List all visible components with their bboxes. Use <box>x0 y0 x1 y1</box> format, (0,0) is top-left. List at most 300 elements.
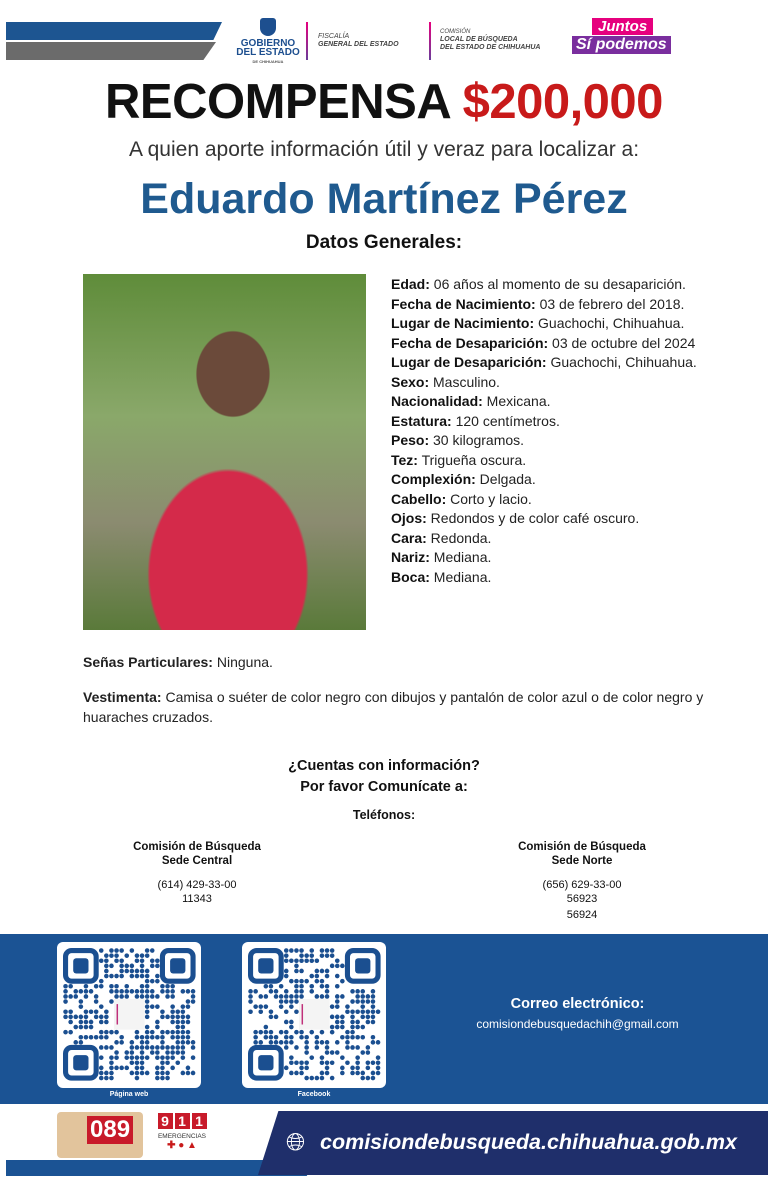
qr-module <box>289 979 294 984</box>
qr-module <box>170 1015 175 1020</box>
qr-module <box>145 989 150 994</box>
qr-module <box>109 1066 114 1071</box>
qr-module <box>325 984 330 989</box>
qr-module <box>181 1015 186 1020</box>
qr-module <box>191 994 196 999</box>
qr-module <box>340 1071 345 1076</box>
qr-module <box>335 1004 340 1009</box>
website-url[interactable]: comisiondebusqueda.chihuahua.gob.mx <box>320 1130 737 1154</box>
qr-logo-line <box>117 1004 119 1024</box>
qr-module <box>360 989 365 994</box>
qr-module <box>150 989 155 994</box>
qr-module <box>150 958 155 963</box>
senas-particulares <box>83 653 753 673</box>
qr-module <box>124 1066 129 1071</box>
qr-module <box>366 1009 371 1014</box>
qr-module <box>186 1071 191 1076</box>
qr-module <box>289 948 294 953</box>
qr-module <box>340 1035 345 1040</box>
qr-module <box>335 994 340 999</box>
qr-module <box>340 964 345 969</box>
qr-module <box>94 1009 99 1014</box>
qr-module <box>119 969 124 974</box>
qr-module <box>264 1035 269 1040</box>
qr-module <box>119 1035 124 1040</box>
qr-module <box>119 994 124 999</box>
field-label: Estatura: <box>391 412 452 429</box>
qr-module <box>320 1071 325 1076</box>
qr-module <box>145 1004 150 1009</box>
qr-module <box>304 1060 309 1065</box>
qr-module <box>264 984 269 989</box>
qr-module <box>350 1066 355 1071</box>
qr-module <box>294 994 299 999</box>
qr-module <box>68 994 73 999</box>
qr-code-web[interactable] <box>57 942 201 1088</box>
qr-module <box>99 1071 104 1076</box>
qr-module <box>289 1040 294 1045</box>
qr-module <box>294 948 299 953</box>
qr-module <box>155 1004 160 1009</box>
qr-module <box>371 1076 376 1081</box>
qr-module <box>315 979 320 984</box>
qr-module <box>320 969 325 974</box>
qr-module <box>279 984 284 989</box>
reward-amount: $200,000 <box>462 75 663 129</box>
qr-module <box>371 1071 376 1076</box>
qr-module <box>345 1035 350 1040</box>
qr-module <box>145 1055 150 1060</box>
qr-module <box>63 989 68 994</box>
qr-module <box>79 989 84 994</box>
qr-module <box>284 953 289 958</box>
qr-module <box>155 1066 160 1071</box>
qr-module <box>175 1050 180 1055</box>
qr-module <box>175 1060 180 1065</box>
qr-module <box>294 999 299 1004</box>
detail-row <box>391 373 731 393</box>
qr-module <box>289 994 294 999</box>
detail-row <box>391 509 731 529</box>
qr-module <box>109 1060 114 1065</box>
qr-module <box>104 1076 109 1081</box>
qr-module <box>104 953 109 958</box>
qr-module <box>289 958 294 963</box>
header-blue-bar <box>6 22 222 40</box>
qr-module <box>294 1009 299 1014</box>
qr-module <box>355 1060 360 1065</box>
qr-module <box>191 1055 196 1060</box>
field-value: Mediana. <box>429 568 492 585</box>
qr-module <box>165 1045 170 1050</box>
qr-module <box>119 1066 124 1071</box>
qr-module <box>124 1055 129 1060</box>
phone-number[interactable]: (614) 429-33-00 <box>157 879 237 891</box>
qr-module <box>99 1035 104 1040</box>
qr-module <box>309 984 314 989</box>
qr-module <box>170 1050 175 1055</box>
qr-module <box>114 958 119 963</box>
qr-module <box>84 1035 89 1040</box>
qr-module <box>150 964 155 969</box>
detail-row <box>391 529 731 549</box>
qr-module <box>330 1004 335 1009</box>
office-name: Comisión de Búsqueda <box>518 841 646 853</box>
qr-module <box>376 1055 381 1060</box>
qr-module <box>160 1071 165 1076</box>
qr-module <box>320 994 325 999</box>
qr-module <box>145 1025 150 1030</box>
qr-module <box>309 948 314 953</box>
qr-module <box>258 1030 263 1035</box>
qr-finder-center <box>73 1055 88 1070</box>
qr-module <box>119 1040 124 1045</box>
qr-module <box>309 1055 314 1060</box>
qr-module <box>274 989 279 994</box>
qr-module <box>99 984 104 989</box>
qr-module <box>145 1071 150 1076</box>
qr-module <box>175 1025 180 1030</box>
qr-module <box>269 989 274 994</box>
qr-module <box>109 1045 114 1050</box>
qr-module <box>340 1066 345 1071</box>
qr-module <box>124 964 129 969</box>
qr-module <box>181 1030 186 1035</box>
detail-row <box>391 451 731 471</box>
detail-row <box>391 334 731 354</box>
qr-module <box>99 1066 104 1071</box>
qr-module <box>320 948 325 953</box>
qr-module <box>309 953 314 958</box>
emergency-089-logo <box>57 1112 143 1158</box>
gobierno-logo <box>236 18 300 66</box>
qr-module <box>284 1020 289 1025</box>
qr-module <box>130 989 135 994</box>
logo-text: Sí podemos <box>572 36 671 54</box>
qr-module <box>155 1025 160 1030</box>
qr-module <box>135 953 140 958</box>
detail-row <box>391 295 731 315</box>
qr-module <box>366 1015 371 1020</box>
qr-module <box>109 1076 114 1081</box>
qr-module <box>181 1004 186 1009</box>
qr-module <box>345 1060 350 1065</box>
qr-module <box>376 1040 381 1045</box>
qr-module <box>140 964 145 969</box>
qr-module <box>345 1009 350 1014</box>
qr-module <box>135 1076 140 1081</box>
qr-module <box>366 1045 371 1050</box>
qr-module <box>360 1071 365 1076</box>
qr-module <box>145 1035 150 1040</box>
qr-module <box>371 1035 376 1040</box>
qr-module <box>304 1076 309 1081</box>
qr-module <box>350 1015 355 1020</box>
email-block <box>420 996 735 1031</box>
qr-module <box>325 1045 330 1050</box>
qr-module <box>104 1015 109 1020</box>
qr-module <box>104 964 109 969</box>
qr-module <box>145 984 150 989</box>
qr-module <box>79 1040 84 1045</box>
qr-module <box>325 1050 330 1055</box>
qr-module <box>170 984 175 989</box>
qr-module <box>335 999 340 1004</box>
qr-module <box>181 1020 186 1025</box>
field-value: Corto y lacio. <box>446 490 532 507</box>
qr-module <box>145 1045 150 1050</box>
qr-module <box>253 1035 258 1040</box>
qr-module <box>170 1035 175 1040</box>
qr-module <box>99 1015 104 1020</box>
logo-text: Juntos <box>592 18 653 35</box>
qr-module <box>274 1015 279 1020</box>
qr-code-icon <box>57 942 201 1088</box>
qr-module <box>289 1035 294 1040</box>
logo-text: EMERGENCIAS <box>157 1133 207 1140</box>
qr-module <box>355 1055 360 1060</box>
qr-module <box>258 1009 263 1014</box>
contact-question: ¿Cuentas con información? <box>288 758 480 774</box>
qr-module <box>371 989 376 994</box>
qr-module <box>109 974 114 979</box>
qr-module <box>130 1040 135 1045</box>
qr-module <box>68 1015 73 1020</box>
qr-module <box>345 1040 350 1045</box>
qr-module <box>170 1009 175 1014</box>
qr-module <box>140 984 145 989</box>
qr-module <box>284 948 289 953</box>
qr-module <box>165 1060 170 1065</box>
qr-module <box>360 1025 365 1030</box>
qr-label-web: Página web <box>109 1091 149 1098</box>
qr-module <box>73 1025 78 1030</box>
logo-digit: 9 <box>158 1113 173 1129</box>
qr-module <box>330 953 335 958</box>
logo-text: FISCALÍA <box>318 33 350 40</box>
qr-module <box>253 1040 258 1045</box>
qr-module <box>299 948 304 953</box>
qr-module <box>335 974 340 979</box>
qr-module <box>119 989 124 994</box>
detail-row <box>391 490 731 510</box>
qr-module <box>294 964 299 969</box>
qr-module <box>109 989 114 994</box>
qr-module <box>140 1040 145 1045</box>
comision-logo <box>440 28 540 52</box>
qr-module <box>320 984 325 989</box>
qr-module <box>170 1030 175 1035</box>
globe-icon: 🌐︎ <box>286 1129 306 1156</box>
qr-module <box>284 994 289 999</box>
qr-module <box>68 1009 73 1014</box>
field-label: Ojos: <box>391 510 427 526</box>
qr-module <box>109 953 114 958</box>
qr-module <box>264 994 269 999</box>
qr-module <box>94 984 99 989</box>
qr-module <box>371 999 376 1004</box>
qr-module <box>140 1060 145 1065</box>
qr-module <box>304 1050 309 1055</box>
qr-module <box>330 1015 335 1020</box>
qr-module <box>79 1025 84 1030</box>
qr-module <box>366 994 371 999</box>
qr-module <box>330 948 335 953</box>
field-value: Guachochi, Chihuahua. <box>546 354 697 370</box>
qr-module <box>269 1040 274 1045</box>
qr-module <box>165 1071 170 1076</box>
qr-module <box>135 1055 140 1060</box>
qr-module <box>155 1071 160 1076</box>
field-label: Sexo: <box>391 373 430 390</box>
field-value: Mediana. <box>429 549 492 565</box>
qr-module <box>104 1045 109 1050</box>
qr-module <box>79 1015 84 1020</box>
qr-module <box>165 989 170 994</box>
qr-module <box>299 1035 304 1040</box>
qr-module <box>345 1004 350 1009</box>
qr-module <box>360 1004 365 1009</box>
qr-finder-center <box>73 958 88 973</box>
qr-module <box>124 994 129 999</box>
qr-module <box>145 1030 150 1035</box>
qr-module <box>170 1020 175 1025</box>
field-label: Lugar de Desaparición: <box>391 354 547 370</box>
office-central <box>77 840 317 906</box>
vestimenta <box>83 688 753 727</box>
qr-module <box>299 958 304 963</box>
qr-module <box>68 1020 73 1025</box>
qr-module <box>63 1015 68 1020</box>
qr-module <box>109 1030 114 1035</box>
qr-module <box>150 948 155 953</box>
qr-module <box>155 1045 160 1050</box>
qr-module <box>335 1050 340 1055</box>
qr-module <box>299 953 304 958</box>
qr-module <box>269 1015 274 1020</box>
qr-module <box>99 1055 104 1060</box>
qr-module <box>284 1045 289 1050</box>
qr-module <box>160 989 165 994</box>
qr-module <box>191 1045 196 1050</box>
qr-module <box>294 979 299 984</box>
qr-module <box>279 994 284 999</box>
fiscalia-logo <box>318 33 399 49</box>
field-value: Trigueña oscura. <box>417 451 527 468</box>
qr-module <box>355 1025 360 1030</box>
qr-module <box>284 1009 289 1014</box>
qr-module <box>355 1020 360 1025</box>
qr-module <box>181 1009 186 1014</box>
qr-module <box>371 1040 376 1045</box>
field-value: Delgada. <box>475 471 536 487</box>
qr-module <box>73 1040 78 1045</box>
qr-module <box>258 1040 263 1045</box>
field-value: Ninguna. <box>212 654 273 670</box>
qr-module <box>150 1045 155 1050</box>
qr-module <box>294 1071 299 1076</box>
qr-module <box>186 1035 191 1040</box>
email-link[interactable]: comisiondebusquedachih@gmail.com <box>476 1017 679 1031</box>
qr-module <box>84 1009 89 1014</box>
qr-module <box>165 1076 170 1081</box>
qr-module <box>114 1040 119 1045</box>
logo-text: GOBIERNO <box>240 38 296 49</box>
qr-module <box>264 1025 269 1030</box>
qr-module <box>335 964 340 969</box>
detail-row <box>391 470 731 490</box>
qr-module <box>145 948 150 953</box>
qr-module <box>170 1045 175 1050</box>
qr-module <box>284 1030 289 1035</box>
field-value: 30 kilogramos. <box>429 432 525 448</box>
qr-module <box>165 1030 170 1035</box>
qr-module <box>114 948 119 953</box>
reward-label: RECOMPENSA <box>105 75 463 129</box>
qr-module <box>335 984 340 989</box>
qr-module <box>320 1076 325 1081</box>
field-value: Camisa o suéter de color negro con dibujos y pantalón de color azul o de color negro y huaraches cruzados. <box>83 689 704 725</box>
qr-module <box>355 999 360 1004</box>
qr-module <box>284 999 289 1004</box>
qr-module <box>289 1071 294 1076</box>
qr-module <box>299 1060 304 1065</box>
qr-module <box>165 1015 170 1020</box>
qr-module <box>73 1015 78 1020</box>
qr-finder-center <box>355 958 370 973</box>
qr-code-facebook[interactable] <box>242 942 386 1088</box>
qr-module <box>325 1040 330 1045</box>
detail-row <box>391 431 731 451</box>
qr-module <box>99 1004 104 1009</box>
qr-module <box>376 1060 381 1065</box>
detail-row <box>391 275 731 295</box>
qr-module <box>160 1066 165 1071</box>
qr-module <box>68 1030 73 1035</box>
field-label: Fecha de Nacimiento: <box>391 295 536 312</box>
qr-module <box>140 1050 145 1055</box>
qr-module <box>114 994 119 999</box>
field-label: Edad: <box>391 276 430 292</box>
qr-module <box>109 1071 114 1076</box>
qr-module <box>350 1025 355 1030</box>
qr-module <box>84 1020 89 1025</box>
qr-module <box>325 953 330 958</box>
qr-module <box>104 1009 109 1014</box>
field-value: Masculino. <box>429 373 500 390</box>
qr-module <box>89 1025 94 1030</box>
field-value: 03 de febrero del 2018. <box>535 295 685 312</box>
qr-module <box>145 953 150 958</box>
phone-number[interactable]: (656) 629-33-00 <box>542 879 622 891</box>
qr-module <box>350 1020 355 1025</box>
field-value: Redondos y de color café oscuro. <box>426 510 640 526</box>
qr-module <box>309 974 314 979</box>
qr-module <box>109 948 114 953</box>
contact-prompt: Por favor Comunícate a: <box>300 779 468 795</box>
logo-text: 089 <box>87 1116 133 1144</box>
qr-module <box>284 1066 289 1071</box>
qr-module <box>248 999 253 1004</box>
shield-icon <box>260 18 276 36</box>
qr-module <box>135 989 140 994</box>
qr-module <box>155 1055 160 1060</box>
qr-module <box>181 1040 186 1045</box>
qr-module <box>99 979 104 984</box>
qr-module <box>114 1030 119 1035</box>
qr-module <box>315 1045 320 1050</box>
qr-module <box>248 1009 253 1014</box>
